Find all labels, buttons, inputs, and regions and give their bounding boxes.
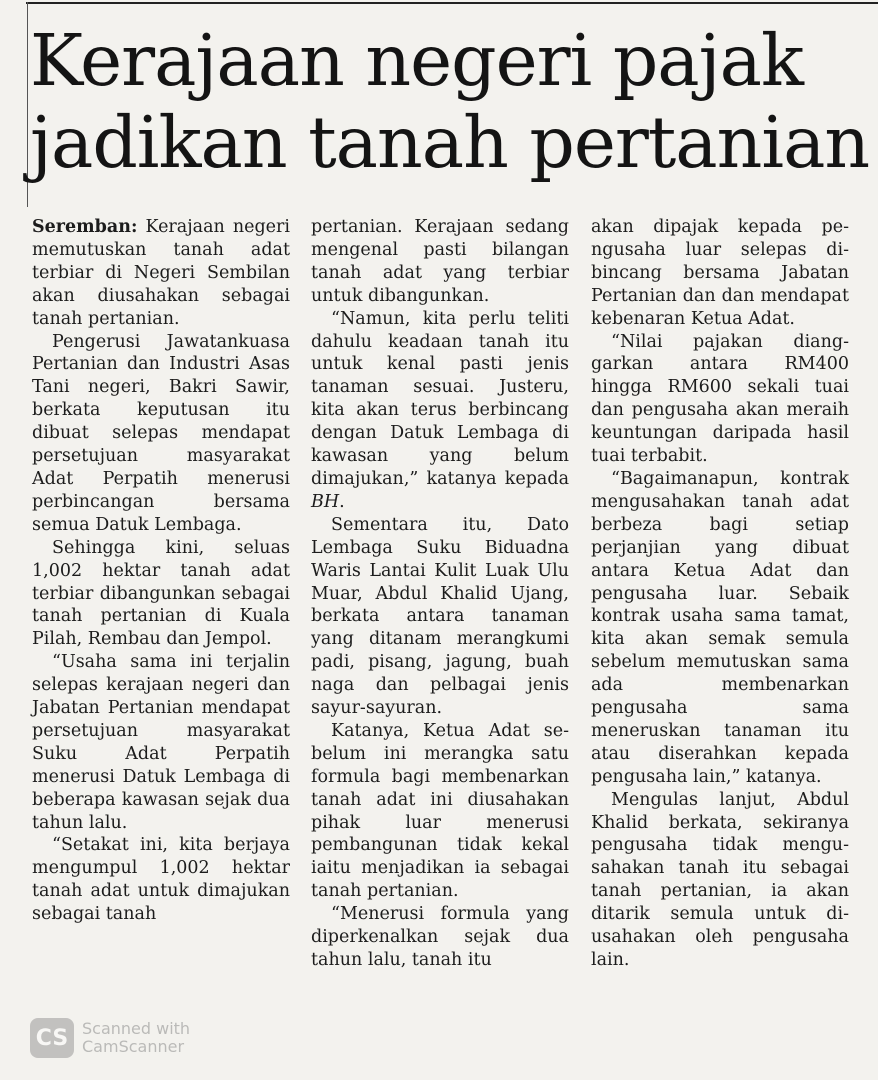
paragraph: Mengulas lanjut, Abdul Khalid berkata, sekiranya pengusaha tidak mengusahakan tanah itu sebagai tanah pertanian, ia akan ditarik semula untuk diusahakan oleh pengusaha lain. <box>591 789 849 970</box>
camscanner-logo-icon: CS <box>30 1018 74 1058</box>
paragraph: “Namun, kita perlu teliti dahulu keadaan tanah itu untuk kenal pasti jenis tanaman sesuai. Justeru, kita akan terus berbincang dengan Datuk Lembaga di kawasan yang belum dimajukan,” katanya kepada BH. <box>311 308 569 512</box>
paragraph: “Usaha sama ini terjalin selepas kerajaan negeri dan Jabatan Pertanian mendapat persetujuan masyarakat Suku Adat Perpatih menerusi Datuk Lembaga di beberapa kawasan sejak dua tahun lalu. <box>32 652 290 833</box>
watermark-line-2: CamScanner <box>82 1037 185 1056</box>
paragraph: Katanya, Ketua Adat sebelum ini merangka satu formula bagi membenarkan tanah adat ini diusahakan pihak luar menerusi pembangunan tidak kekal iaitu menjadikan ia sebagai tanah pertanian. <box>311 720 569 902</box>
paragraph: akan dipajak kepada pengusaha luar selepas dibincang bersama Jabatan Pertanian dan dan mendapat kebenaran Ketua Adat. <box>591 217 849 329</box>
article-column-1 <box>32 216 290 926</box>
paragraph <box>32 216 290 331</box>
watermark-text <box>82 1020 190 1056</box>
paragraph-text: Kerajaan negeri memutuskan tanah adat terbiar di Negeri Sembilan akan diusahakan sebagai tanah pertanian. <box>32 217 290 329</box>
headline-line-2: jadikan tanah pertanian <box>30 101 870 184</box>
camscanner-watermark <box>30 1018 190 1058</box>
paragraph: “Bagaimanapun, kontrak mengusahakan tanah adat berbeza bagi setiap perjanjian yang dibuat antara Ketua Adat dan pengusaha luar. Sebaik kontrak usaha sama tamat, kita akan semak semula sebelum memutuskan sama ada membenarkan pengusaha sama meneruskan tanaman itu atau diserahkan kepada pengusaha lain,” katanya. <box>591 468 849 787</box>
paragraph: “Setakat ini, kita berjaya mengumpul 1,002 hektar tanah adat untuk dimajukan sebagai tanah <box>32 835 290 925</box>
paragraph: Sehingga kini, seluas 1,002 hektar tanah adat terbiar dibangunkan sebagai tanah pertanian di Kuala Pilah, Rembau dan Jempol. <box>32 537 290 650</box>
top-rule <box>26 2 878 4</box>
left-rule <box>27 2 28 207</box>
paragraph: Sementara itu, Dato Lembaga Suku Biduadna Waris Lantai Kulit Luak Ulu Muar, Abdul Khalid Ujang, berkata antara tanaman yang ditanam merangkumi padi, pisang, jagung, buah naga dan pelbagai jenis sayur-sayuran. <box>311 514 569 719</box>
dateline: Seremban: <box>32 217 138 237</box>
paragraph: pertanian. Kerajaan sedang mengenal pasti bilangan tanah adat yang terbiar untuk dibangunkan. <box>311 217 569 306</box>
article-column-2 <box>311 216 569 972</box>
headline <box>30 20 875 184</box>
publication-name: BH <box>311 491 340 512</box>
paragraph: Pengerusi Jawatankuasa Pertanian dan Industri Asas Tani negeri, Bakri Sawir, berkata keputusan itu dibuat selepas mendapat persetujuan masyarakat Adat Perpatih menerusi perbincangan bersama semua Datuk Lembaga. <box>32 331 290 535</box>
paragraph-text: “Namun, kita perlu teliti dahulu keadaan tanah itu untuk kenal pasti jenis tanaman sesuai. Justeru, kita akan terus berbincang dengan Datuk Lembaga di kawasan yang belum dimajukan,” katanya kepada <box>311 308 569 489</box>
article-column-3 <box>591 216 849 972</box>
paragraph: “Menerusi formula yang diperkenalkan sejak dua tahun lalu, tanah itu <box>311 904 569 970</box>
watermark-line-1: Scanned with <box>82 1019 191 1038</box>
headline-line-1: Kerajaan negeri pajak <box>30 19 803 102</box>
paragraph: “Nilai pajakan dianggarkan antara RM400 hingga RM600 sekali tuai dan pengusaha akan meraih keuntungan daripada hasil tuai terbabit. <box>591 331 849 467</box>
